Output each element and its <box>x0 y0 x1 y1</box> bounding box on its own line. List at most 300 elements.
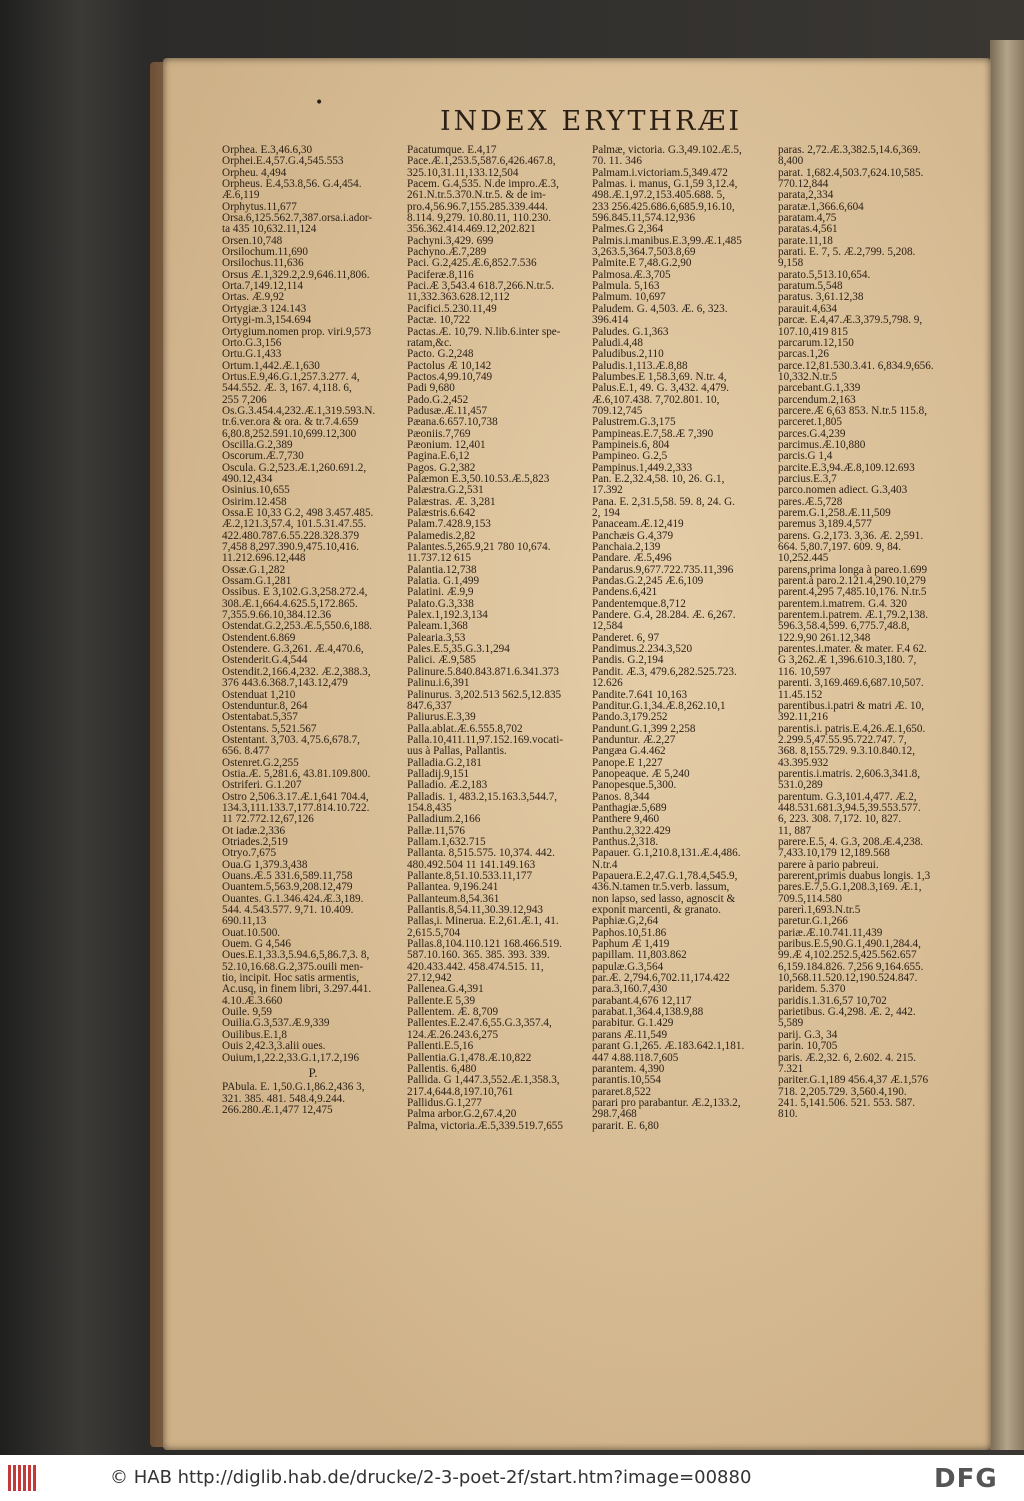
index-entry: Papauer. G.1,210.8,131.Æ.4,486. <box>592 848 741 860</box>
index-entry: parent.à paro.2.121.4,290.10,279 <box>778 576 926 588</box>
index-entry: parentis.i. patris.E.4,26.Æ.1,650. <box>778 723 926 735</box>
footer-bar <box>0 1455 1024 1501</box>
index-entry: parcis.G 1,4 <box>778 451 833 463</box>
index-entry: Pandimus.2.234.3,520 <box>592 644 693 656</box>
index-entry: paridem. 5.370 <box>778 984 846 996</box>
index-entry: 2,615.5,704 <box>407 927 461 939</box>
index-entry: parati. E. 7, 5. Æ.2,799. 5,208. <box>778 247 916 259</box>
index-entry: parin. 10,705 <box>778 1041 838 1053</box>
index-entry: parces.G.4,239 <box>778 428 846 440</box>
index-entry: Palantia.12,738 <box>407 564 477 576</box>
index-entry: 447 4.88.118.7,605 <box>592 1052 679 1064</box>
index-entry: Orphytus.11,677 <box>222 201 297 213</box>
index-entry: Paphum Æ 1,419 <box>592 939 670 951</box>
index-entry: Ac.usq, in finem libri, 3.297.441. <box>222 984 372 996</box>
index-entry: 544.552. Æ. 3, 167. 4,118. 6, <box>222 383 352 395</box>
index-entry: Pan. E.2,32.4,58. 10, 26. G.1, <box>592 473 725 485</box>
index-entry: Panchæis G.4,379 <box>592 530 674 542</box>
index-entry: 7,458 8,297.390.9,475.10,416. <box>222 542 360 554</box>
index-entry: Ostia.Æ. 5,281.6, 43.81.109.800. <box>222 768 371 780</box>
index-entry: Ouis 2,42.3,3.alii oues. <box>222 1041 326 1053</box>
index-entry: Pæonium. 12,401 <box>407 439 486 451</box>
index-entry: Panthagiæ.5,689 <box>592 802 667 814</box>
index-entry: 116. 10,597 <box>778 666 831 678</box>
index-entry: Oues.E.1,33.3,5.94.6,5,86.7,3. 8, <box>222 950 370 962</box>
index-entry: parant G.1,265. Æ.183.642.1,181. <box>592 1041 745 1053</box>
index-entry: Palinurus. 3,202.513 562.5,12.835 <box>407 689 562 701</box>
index-entry: Ostenduat 1,210 <box>222 689 296 701</box>
index-entry: parcite.E.3,94.Æ.8,109.12.693 <box>778 462 915 474</box>
index-entry: G 3,262.Æ 1,396.610.3,180. 7, <box>778 655 917 667</box>
index-entry: Paludi.4,48 <box>592 337 643 349</box>
index-entry: Palma arbor.G.2,67.4,20 <box>407 1109 517 1121</box>
index-entry: paratas.4,561 <box>778 224 838 236</box>
index-entry: Paliurus.E.3,39 <box>407 712 476 724</box>
index-entry: paris. Æ.2,32. 6, 2.602. 4. 215. <box>778 1052 916 1064</box>
index-entry: Paludes. G.1,363 <box>592 326 669 338</box>
index-entry: Palus.E.1, 49. G. 3,432. 4,479. <box>592 383 730 395</box>
index-entry: 12,584 <box>592 621 623 633</box>
index-entry: Orphea. E.3,46.6,30 <box>222 145 313 156</box>
index-entry: parce.12,81.530.3.41. 6,834.9,656. <box>778 360 934 372</box>
index-entry: Pallentia.G.1,478.Æ.10,822 <box>407 1052 532 1064</box>
index-entry: Pallentis. 6,480 <box>407 1063 477 1075</box>
index-entry: Ostendit.2,166.4,232. Æ.2,388.3, <box>222 666 371 678</box>
index-entry: Pactolus Æ 10,142 <box>407 360 492 372</box>
index-entry: Orta.7,149.12,114 <box>222 281 303 293</box>
index-entry: Ossæ.G.1,282 <box>222 564 286 576</box>
index-entry: 376 443.6.368.7,143.12,479 <box>222 678 348 690</box>
index-entry: Pagina.E.6,12 <box>407 451 470 463</box>
index-entry: parato.5,513.10,654. <box>778 269 871 281</box>
index-entry: 396.414 <box>592 315 629 327</box>
index-entry: Pandere. G.4, 28.284. Æ. 6,267. <box>592 610 736 622</box>
index-entry: Ostendat.G.2,253.Æ.5,550.6,188. <box>222 621 373 633</box>
index-entry: 11.737.12 615 <box>407 553 471 565</box>
section-letter: P. <box>308 1064 318 1080</box>
index-entry: 70. 11. 346 <box>592 156 642 168</box>
index-entry: Palmas. i. manus, G.1,59 3,12.4, <box>592 179 738 191</box>
index-entry: Palam.7.428.9,153 <box>407 519 491 531</box>
index-entry: papulæ.G.3,564 <box>592 961 664 973</box>
index-entry: Paleam.1,368 <box>407 621 468 633</box>
index-entry: Ostenderit.G.4,544 <box>222 655 308 667</box>
index-entry: Palladium.2,166 <box>407 814 481 826</box>
index-entry: parentum. G.3,101.4,477. Æ.2, <box>778 791 917 803</box>
index-entry: Ostendere. G.3,261. Æ.4,470.6, <box>222 644 364 656</box>
index-entry: paras. 2,72.Æ.3,382.5,14.6,369. <box>778 145 921 156</box>
index-entry: Pacto. G.2,248 <box>407 349 474 361</box>
index-entry: parij. G.3, 34 <box>778 1029 838 1041</box>
index-entry: Palmula. 5,163 <box>592 281 660 293</box>
index-entry: Oscorum.Æ.7,730 <box>222 451 304 463</box>
index-entry: Orsus Æ.1,329.2,2.9,646.11,806. <box>222 269 370 281</box>
index-entry: Pana. E. 2,31.5,58. 59. 8, 24. G. <box>592 496 735 508</box>
index-entry: 27.12,942 <box>407 973 452 985</box>
index-entry: Palma, victoria.Æ.5,339.519.7,655 <box>407 1120 563 1132</box>
index-entry: Orpheu. 4,494 <box>222 167 287 179</box>
index-entry: parabant.4,676 12,117 <box>592 995 692 1007</box>
index-entry: Panos. 8,344 <box>592 791 650 803</box>
index-entry: Paciferæ.8,116 <box>407 269 474 281</box>
index-entry: parietibus. G.4,298. Æ. 2, 442. <box>778 1007 916 1019</box>
index-entry: Panthu.2,322.429 <box>592 825 671 837</box>
page-title: INDEX ERYTHRÆI <box>440 106 743 137</box>
index-entry: pariæ.Æ.10.741.11,439 <box>778 927 883 939</box>
index-entry: Palatini. Æ.9,9 <box>407 587 474 599</box>
index-entry: Panthere 9,460 <box>592 814 660 826</box>
index-entry: 12.626 <box>592 678 623 690</box>
index-entry: Pallidus.G.1,277 <box>407 1097 482 1109</box>
index-entry: Paci.Æ 3,543.4 618.7,266.N.tr.5. <box>407 281 554 293</box>
index-entry: 11 72.772.12,67,126 <box>222 814 314 826</box>
index-entry: Ostentans. 5,521.567 <box>222 723 317 735</box>
index-entry: parari pro parabantur. Æ.2,133.2, <box>592 1097 741 1109</box>
index-entry: 11.45.152 <box>778 689 823 701</box>
index-entry: 690.11,13 <box>222 916 267 928</box>
index-entry: Pactas.Æ. 10,79. N.lib.6.inter spe- <box>407 326 561 338</box>
index-entry: Ortum.1,442.Æ.1,630 <box>222 360 320 372</box>
index-entry: parcere.Æ 6,63 853. N.tr.5 115.8, <box>778 405 928 417</box>
source-link[interactable]: © HAB http://diglib.hab.de/drucke/2-3-poet-2f/start.htm?image=00880 <box>110 1467 752 1488</box>
index-entry: paratam.4,75 <box>778 213 837 225</box>
index-entry: papillam. 11,803.862 <box>592 950 687 962</box>
index-entry: Palladia.G.2,181 <box>407 757 482 769</box>
index-entry: 11, 887 <box>778 825 812 837</box>
hab-logo-icon <box>8 1465 48 1491</box>
index-entry: 99.Æ 4,102.252.5,425.562.657 <box>778 950 917 962</box>
index-entry: Panditur.G.1,34.Æ.8,262.10,1 <box>592 700 726 712</box>
index-entry: PAbula. E. 1,50.G.1,86.2,436 3, <box>222 1082 365 1094</box>
index-entry: parent.4,295 7,485.10,176. N.tr.5 <box>778 587 927 599</box>
index-entry: Ostro 2,506.3.17.Æ.1,641 704.4, <box>222 791 369 803</box>
index-entry: ratam,&c. <box>407 337 452 349</box>
index-entry: paridis.1.31.6,57 10,702 <box>778 995 887 1007</box>
index-entry: Orpheus. E.4,53.8,56. G.4,454. <box>222 179 362 191</box>
index-entry: 480.492.504 11 141.149.163 <box>407 859 536 871</box>
index-entry: 2, 194 <box>592 508 620 519</box>
index-entry: Pactæ. 10,722 <box>407 315 471 327</box>
index-entry: parceret.1,805 <box>778 417 842 429</box>
index-entry: Ortus.E.9,46.G.1,257.3.277. 4, <box>222 371 360 383</box>
index-entry: Ouilia.G.3,537.Æ.9,339 <box>222 1018 330 1030</box>
index-entry: Pacifici.5.230.11,49 <box>407 303 497 315</box>
index-entry: Palumbes.E 1,58.3,69. N.tr. 4, <box>592 371 727 383</box>
index-entry: Palex.1,192.3,134 <box>407 610 488 622</box>
index-entry: 11.212.696.12,448 <box>222 553 306 565</box>
index-entry: Palmæ, victoria. G.3,49.102.Æ.5, <box>592 145 742 156</box>
index-entry: Palmite.E 7,48.G.2,90 <box>592 258 692 270</box>
index-entry: Pallantis.8,54.11,30.39.12,943 <box>407 905 544 917</box>
index-entry: 420.433.442. 458.474.515. 11, <box>407 961 544 973</box>
index-entry: Palinure.5.840.843.871.6.341.373 <box>407 666 559 678</box>
index-entry: Otriades.2,519 <box>222 836 288 848</box>
index-entry: Palmes.G 2,364 <box>592 224 664 236</box>
index-entry: 596.845.11,574.12,936 <box>592 213 696 225</box>
index-entry: 6, 223. 308. 7,172. 10, 827. <box>778 814 902 826</box>
index-entry: 107.10,419 815 <box>778 326 848 338</box>
index-entry: 718. 2,205.729. 3,560.4,190. <box>778 1086 907 1098</box>
index-entry: 7,355.9.66.10,384.12.36 <box>222 610 332 622</box>
index-entry: Palantes.5,265.9,21 780 10,674. <box>407 542 551 554</box>
index-entry: 3,263.5,364.7,503.8,69 <box>592 247 696 259</box>
index-entry: parentibus.i.patri & matri Æ. 10, <box>778 700 925 712</box>
index-entry: Pallam.1,632.715 <box>407 836 486 848</box>
index-entry: 7,433.10,179 12,189.568 <box>778 848 890 860</box>
index-entry: 10,252.445 <box>778 553 829 565</box>
index-entry: paremus 3,189.4,577 <box>778 519 872 531</box>
index-entry: 43.395.932 <box>778 757 829 769</box>
index-entry: 52.10,16.68.G.2,375.ouili men- <box>222 961 364 973</box>
index-entry: parens. G.2,173. 3,36. Æ. 2,591. <box>778 530 924 542</box>
index-entry: Panopesque.5,300. <box>592 780 677 792</box>
index-entry: parantis.10,554 <box>592 1075 661 1087</box>
index-entry: 124.Æ.26.243.6,275 <box>407 1029 499 1041</box>
index-entry: Palici. Æ.9,585 <box>407 655 476 667</box>
index-entry: Æ.2,121.3,57.4, 101.5.31.47.55. <box>222 519 367 531</box>
index-entry: 847.6,337 <box>407 700 452 712</box>
index-entry: Palæstras. Æ. 3,281 <box>407 496 496 508</box>
index-entry: Padusæ.Æ.11,457 <box>407 405 488 417</box>
index-entry: parauit.4,634 <box>778 303 838 315</box>
index-entry: Palustrem.G.3,175 <box>592 417 676 429</box>
index-entry: 368. 8,155.729. 9.3.10.840.12, <box>778 746 916 758</box>
index-entry: Pallente.E 5,39 <box>407 995 476 1007</box>
index-entry: Pampineas.E.7,58.Æ 7,390 <box>592 428 714 440</box>
index-entry: parantem. 4,390 <box>592 1063 665 1075</box>
index-entry: Pallentem. Æ. 8,709 <box>407 1007 499 1019</box>
index-entry: 4.10.Æ.3.660 <box>222 995 283 1007</box>
index-entry: Ouantem.5,563.9,208.12,479 <box>222 882 353 894</box>
index-entry: Palæstra.G.2,531 <box>407 485 484 497</box>
index-entry: parentem.i.matrem. G.4. 320 <box>778 598 907 610</box>
index-entry: Æ.6,119 <box>222 190 260 202</box>
index-entry: pararit. E. 6,80 <box>592 1120 659 1132</box>
index-entry: Oua.G 1,379.3,438 <box>222 859 308 871</box>
index-entry: Pallentes.E.2.47.6,55.G.3,357.4, <box>407 1018 552 1030</box>
index-entry: Pales.E.5,35.G.3.1,294 <box>407 644 510 656</box>
index-entry: 709.12,745 <box>592 405 643 417</box>
index-entry: Pandit. Æ.3, 479.6,282.525.723. <box>592 666 737 678</box>
index-entry: Ouium,1,22.2,33.G.1,17.2,196 <box>222 1052 360 1064</box>
index-entry: parentem.i.patrem. Æ.1,79.2,138. <box>778 610 929 622</box>
index-entry: Paludibus.2,110 <box>592 349 664 361</box>
index-entry: parerent,primis duabus longis. 1,3 <box>778 871 931 882</box>
index-entry: Pallantea. 9,196.241 <box>407 882 499 894</box>
index-entry: Osirim.12.458 <box>222 496 287 508</box>
index-entry: Pandarus.9,677.722.735.11,396 <box>592 564 734 576</box>
index-entry: 6,159.184.826. 7,256 9,164.655. <box>778 961 924 973</box>
index-entry: parenti. 3,169.469.6,687.10,507. <box>778 678 924 690</box>
index-entry: Panaceam.Æ.12,419 <box>592 519 684 531</box>
index-entry: 7.321 <box>778 1063 804 1075</box>
index-entry: Ouilibus.E.1,8 <box>222 1029 287 1041</box>
index-entry: Ouem. G 4,546 <box>222 939 291 951</box>
index-entry: Padi 9,680 <box>407 383 455 395</box>
index-entry: Os.G.3.454.4,232.Æ.1,319.593.N. <box>222 405 376 417</box>
index-entry: pro.4,56.96.7,155.285.339.444. <box>407 201 548 213</box>
book-spine <box>990 40 1024 1450</box>
index-entry: Ortygiæ.3 124.143 <box>222 303 307 315</box>
index-entry: 8.114. 9,279. 10.80.11, 110.230. <box>407 213 552 225</box>
index-entry: 664. 5,80.7,197. 609. 9, 84. <box>778 542 902 554</box>
index-entry: Palmam.i.victoriam.5,349.472 <box>592 167 728 179</box>
index-entry: Pampineo. G.2,5 <box>592 451 668 463</box>
index-entry: paratus. 3,61.12,38 <box>778 292 864 304</box>
index-entry: parata,2,334 <box>778 190 834 202</box>
index-entry: 436.N.tamen tr.5.verb. lassum, <box>592 882 730 894</box>
index-entry: Ortas. Æ.9,92 <box>222 292 285 304</box>
index-entry: Pactos.4,99.10,749 <box>407 371 493 383</box>
index-entry: Palla.10,411.11,97.152.169.vocati- <box>407 734 564 746</box>
index-entry: 11,332.363.628.12,112 <box>407 292 510 304</box>
index-entry: Pandunt.G.1,399 2,258 <box>592 723 696 735</box>
index-entry: Palladis. 1, 483.2,15.163.3,544.7, <box>407 791 558 803</box>
index-entry: Osinius.10,655 <box>222 485 290 497</box>
index-entry: Ortu.G.1,433 <box>222 349 282 361</box>
index-entry: Panopeaque. Æ 5,240 <box>592 768 690 780</box>
index-entry: 255 7,206 <box>222 394 267 406</box>
index-entry: parate.11,18 <box>778 235 833 247</box>
index-entry: 325.10,31.11,133.12,504 <box>407 167 519 179</box>
index-entry: 422.480.787.6.55.228.328.379 <box>222 530 360 542</box>
index-column-2 <box>407 145 587 1132</box>
index-entry: Pando.3,179.252 <box>592 712 668 724</box>
index-entry: parem.G.1,258.Æ.11,509 <box>778 508 891 519</box>
index-entry: Paci. G.2,425.Æ.6,852.7.536 <box>407 258 537 270</box>
index-entry: Ortygium.nomen prop. viri.9,573 <box>222 326 372 338</box>
index-entry: paratum.5,548 <box>778 281 843 293</box>
index-entry: Ouile. 9,59 <box>222 1007 273 1019</box>
index-entry: Palmis.i.manibus.E.3,99.Æ.1,485 <box>592 235 742 247</box>
index-entry: 233 256.425.686.6,685.9,16.10, <box>592 201 735 213</box>
index-entry: 10,332.N.tr.5 <box>778 371 838 383</box>
index-entry: Pace.Æ.1,253.5,587.6,426.467.8, <box>407 156 556 168</box>
index-entry: 10,568.11.520.12,190.524.847. <box>778 973 918 985</box>
index-entry: 656. 8.477 <box>222 746 270 758</box>
index-entry: Pallanta. 8,515.575. 10,374. 442. <box>407 848 555 860</box>
index-entry: Palinu.i.6,391 <box>407 678 470 690</box>
index-entry: 308.Æ.1,664.4.625.5,172.865. <box>222 598 358 610</box>
index-entry: Pæoniis.7,769 <box>407 428 471 440</box>
index-entry: parcas.1,26 <box>778 349 829 361</box>
index-entry: paribus.E.5,90.G.1,490.1,284.4, <box>778 939 921 951</box>
index-entry: Palearia.3,53 <box>407 632 466 644</box>
index-entry: parere à pario pabreui. <box>778 859 879 871</box>
index-entry: Ossibus. E 3,102.G.3,258.272.4, <box>222 587 368 599</box>
index-entry: parentes.i.mater. & mater. F.4 62. <box>778 644 927 656</box>
index-entry: Palamedis.2,82 <box>407 530 476 542</box>
index-entry: Ossam.G.1,281 <box>222 576 292 588</box>
index-column-1 <box>222 145 404 1116</box>
index-entry: 770.12,844 <box>778 179 829 191</box>
index-entry: Orsa.6,125.562.7,387.orsa.i.ador- <box>222 213 373 225</box>
index-entry: Palla.ablat.Æ.6.555.8,702 <box>407 723 523 735</box>
index-entry: Ostentabat.5,357 <box>222 712 298 724</box>
index-entry: pararet.8,522 <box>592 1086 652 1098</box>
index-entry: parens,prima longa à pareo.1.699 <box>778 564 928 576</box>
index-entry: Orsilochus.11,636 <box>222 258 304 270</box>
index-entry: par.Æ. 2,794.6,702.11,174.422 <box>592 973 730 985</box>
index-entry: 356.362.414.469.12,202.821 <box>407 224 536 236</box>
index-entry: 709.5,114.580 <box>778 893 842 905</box>
index-entry: Pandare. Æ.5,496 <box>592 553 672 565</box>
index-entry: 5,589 <box>778 1018 804 1030</box>
index-entry: pariter.G.1,189 456.4,37 Æ.1,576 <box>778 1075 929 1087</box>
index-entry: 392.11,216 <box>778 712 828 724</box>
index-entry: Ostendent.6.869 <box>222 632 296 644</box>
index-entry: Pampineis.6, 804 <box>592 439 670 451</box>
index-entry: Palato.G.3,338 <box>407 598 474 610</box>
index-entry: 6,80.8,252.591.10,699.12,300 <box>222 428 357 440</box>
index-entry: Pallanteum.8,54.361 <box>407 893 500 905</box>
index-entry: Ouat.10.500. <box>222 927 281 939</box>
index-entry: Palladio. Æ.2,183 <box>407 780 488 792</box>
index-entry: Papauera.E.2,47.G.1,78.4,545.9, <box>592 871 738 882</box>
index-entry: Pandas.G.2,245 Æ.6,109 <box>592 576 704 588</box>
index-entry: Orto.G.3,156 <box>222 337 282 349</box>
index-entry: parabat.1,364.4,138.9,88 <box>592 1007 704 1019</box>
index-entry: Paphiæ.G,2,64 <box>592 916 659 928</box>
index-entry: Oscilla.G.2,389 <box>222 439 293 451</box>
index-entry: Ouans.Æ.5 331.6,589.11,758 <box>222 871 353 882</box>
index-entry: Pandite.7.641 10,163 <box>592 689 688 701</box>
index-column-3 <box>592 145 772 1132</box>
index-entry: parcæ. E.4,47.Æ.3,379.5,798. 9, <box>778 315 923 327</box>
index-entry: Oscula. G.2,523.Æ.1,260.691.2, <box>222 462 367 474</box>
index-entry: Pallenti.E.5,16 <box>407 1041 474 1053</box>
index-entry: Ot iadæ.2,336 <box>222 825 286 837</box>
index-entry: Ossa.E 10,33 G.2, 498 3.457.485. <box>222 508 374 519</box>
index-entry: Pacatumque. E.4,17 <box>407 145 497 156</box>
index-entry: 241. 5,141.506. 521. 553. 587. <box>778 1097 916 1109</box>
index-entry: 544. 4.543.577. 9,71. 10.409. <box>222 905 354 917</box>
index-entry: Pado.G.2,452 <box>407 394 469 406</box>
index-entry: Palmum. 10,697 <box>592 292 666 304</box>
index-entry: Pandentemque.8,712 <box>592 598 686 610</box>
index-entry: 261.N.tr.5.370.N.tr.5. & de im- <box>407 190 546 202</box>
index-entry: Pachyno.Æ.7,289 <box>407 247 487 259</box>
index-entry: Paludis.1,113.Æ.8,88 <box>592 360 688 372</box>
index-entry: Ostriferi. G.1.207 <box>222 780 302 792</box>
index-entry: exponit marcenti, & granato. <box>592 905 721 917</box>
index-entry: 810. <box>778 1109 798 1121</box>
index-entry: Ostentant. 3,703. 4,75.6,678.7, <box>222 734 360 746</box>
index-entry: Otryo.7,675 <box>222 848 277 860</box>
index-entry: Palæstris.6.642 <box>407 508 476 519</box>
index-entry: parco.nomen adiect. G.3,403 <box>778 485 908 497</box>
index-entry: Orphei.E.4,57.G.4,545.553 <box>222 156 344 168</box>
index-entry: Orsilochum.11,690 <box>222 247 308 259</box>
index-entry: 490.12,434 <box>222 473 273 485</box>
index-entry: tr.6.ver.ora & ora. & tr.7.4.659 <box>222 417 359 429</box>
index-entry: Paphos.10,51.86 <box>592 927 667 939</box>
index-entry: 17.392 <box>592 485 623 497</box>
index-entry: parcimus.Æ.10,880 <box>778 439 866 451</box>
index-entry: 134.3,111.133.7,177.814.10.722. <box>222 802 370 814</box>
index-entry: Ouantes. G.1.346.424.Æ.3,189. <box>222 893 364 905</box>
index-entry: Palladij.9,151 <box>407 768 470 780</box>
index-entry: Pæana.6.657.10,738 <box>407 417 498 429</box>
index-entry: 9,158 <box>778 258 804 270</box>
index-entry: 448.531.681.3,94.5,39.553.577. <box>778 802 921 814</box>
index-entry: Panderet. 6, 97 <box>592 632 660 644</box>
index-entry: Orsen.10,748 <box>222 235 283 247</box>
index-entry: Pallante.8,51.10.533.11,177 <box>407 871 533 882</box>
index-entry: 122.9,90 261.12,348 <box>778 632 871 644</box>
index-entry: Pandens.6,421 <box>592 587 658 599</box>
index-entry: Pallæ.11,576 <box>407 825 466 837</box>
